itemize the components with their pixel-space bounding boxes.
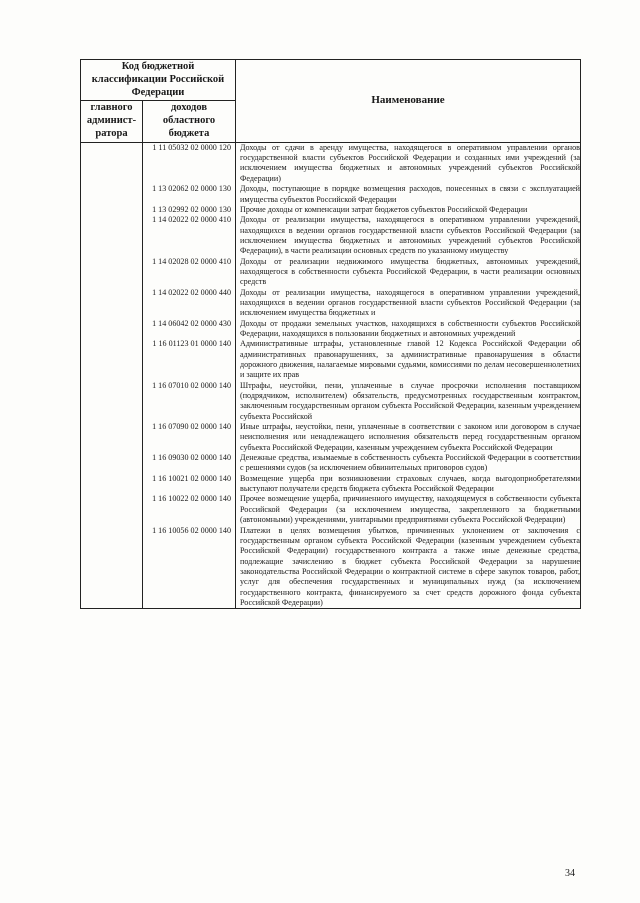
admin-column-header: главного админист-ратора xyxy=(81,101,143,142)
admin-code-cell xyxy=(81,184,143,205)
table-body xyxy=(81,142,581,608)
table-row xyxy=(81,453,581,474)
income-name-cell: Платежи в целях возмещения убытков, причиненных уклонением от заключения с государственным органом субъекта Российской Федерации (казенным учреждением субъекта Российской Федерации) государственного контракта а также иные денежные средства, подлежащие зачислению в бюджет субъекта Российской Федерации за нарушение законодательства Российской Федерации о контрактной системе в сфере закупок товаров, работ, услуг для обеспечения государственных и муниципальных нужд (за исключением государственного контракта, финансируемого за счет средств дорожного фонда субъекта Российской Федерации) xyxy=(236,526,581,609)
name-column-header: Наименование xyxy=(236,60,581,143)
income-code-cell: 1 16 01123 01 0000 140 xyxy=(143,339,236,380)
income-code-cell: 1 13 02992 02 0000 130 xyxy=(143,205,236,215)
table-row xyxy=(81,205,581,215)
income-code-cell: 1 16 10056 02 0000 140 xyxy=(143,526,236,609)
income-column-header: доходов областного бюджета xyxy=(143,101,236,142)
table-row xyxy=(81,142,581,184)
table-row xyxy=(81,494,581,525)
income-name-cell: Доходы от продажи земельных участков, находящихся в собственности субъектов Российской Федерации, находящихся в пользовании бюджетных и автономных учреждений xyxy=(236,319,581,340)
income-name-cell: Доходы от реализации имущества, находящегося в оперативном управлении учреждений, находящихся в ведении органов государственной власти субъектов Российской Федерации (за исключением имущества бюджетных и автономных учреждений субъектов Российской Федерации), в части реализации основных средств по указанному имуществу xyxy=(236,215,581,256)
income-code-cell: 1 14 06042 02 0000 430 xyxy=(143,319,236,340)
admin-code-cell xyxy=(81,205,143,215)
admin-code-cell xyxy=(81,257,143,288)
table-row xyxy=(81,526,581,609)
income-code-cell: 1 11 05032 02 0000 120 xyxy=(143,142,236,184)
admin-code-cell xyxy=(81,319,143,340)
table-row xyxy=(81,474,581,495)
admin-code-cell xyxy=(81,494,143,525)
income-code-cell: 1 13 02062 02 0000 130 xyxy=(143,184,236,205)
admin-code-cell xyxy=(81,422,143,453)
income-name-cell: Прочее возмещение ущерба, причиненного имуществу, находящемуся в собственности субъекта Российской Федерации (за исключением имущества, закрепленного за бюджетными (автономными) учреждениями, унитарными предприятиями субъекта Российской Федерации) xyxy=(236,494,581,525)
income-code-cell: 1 14 02022 02 0000 440 xyxy=(143,288,236,319)
income-code-cell: 1 16 07010 02 0000 140 xyxy=(143,381,236,422)
income-name-cell: Денежные средства, изымаемые в собственность субъекта Российской Федерации в соответствии с решениями судов (за исключением обвинительных приговоров судов) xyxy=(236,453,581,474)
income-name-cell: Штрафы, неустойки, пени, уплаченные в случае просрочки исполнения поставщиком (подрядчиком, исполнителем) обязательств, предусмотренных государственным контрактом, заключенным государственным органом субъекта Российской Федерации, казенным учреждением субъекта Российской xyxy=(236,381,581,422)
table-row xyxy=(81,422,581,453)
table-row xyxy=(81,184,581,205)
income-code-cell: 1 14 02028 02 0000 410 xyxy=(143,257,236,288)
income-name-cell: Иные штрафы, неустойки, пени, уплаченные в соответствии с законом или договором в случае неисполнения или ненадлежащего исполнения обязательств перед государственным органом субъекта Российской Федерации, казенным учреждением субъекта Российской Федерации xyxy=(236,422,581,453)
income-code-cell: 1 16 09030 02 0000 140 xyxy=(143,453,236,474)
budget-classification-table xyxy=(80,59,581,609)
admin-code-cell xyxy=(81,288,143,319)
table-row xyxy=(81,381,581,422)
income-name-cell: Доходы от реализации недвижимого имущества бюджетных, автономных учреждений, находящегося в собственности субъекта Российской Федерации, в части реализации основных средств xyxy=(236,257,581,288)
income-name-cell: Доходы от реализации имущества, находящегося в оперативном управлении учреждений, находящихся в ведении органов государственной власти субъектов Российской Федерации (за исключением имущества бюджетных и xyxy=(236,288,581,319)
income-name-cell: Административные штрафы, установленные главой 12 Кодекса Российской Федерации об административных правонарушениях, за административные правонарушения в области дорожного движения, налагаемые мировыми судьями, комиссиями по делам несовершеннолетних и защите их прав xyxy=(236,339,581,380)
page-number: 34 xyxy=(565,868,575,879)
income-name-cell: Доходы, поступающие в порядке возмещения расходов, понесенных в связи с эксплуатацией имущества субъектов Российской Федерации xyxy=(236,184,581,205)
table-row xyxy=(81,319,581,340)
classification-code-header: Код бюджетной классификации Российской Федерации xyxy=(81,60,236,101)
table-row xyxy=(81,339,581,380)
income-code-cell: 1 16 10021 02 0000 140 xyxy=(143,474,236,495)
income-name-cell: Доходы от сдачи в аренду имущества, находящегося в оперативном управлении органов государственной власти субъектов Российской Федерации и созданных ими учреждений (за исключением имущества бюджетных и автономных учреждений субъектов Российской Федерации) xyxy=(236,142,581,184)
table-row xyxy=(81,257,581,288)
admin-code-cell xyxy=(81,142,143,184)
income-name-cell: Возмещение ущерба при возникновении страховых случаев, когда выгодоприобретателями выступают получатели средств бюджета субъекта Российской Федерации xyxy=(236,474,581,495)
admin-code-cell xyxy=(81,453,143,474)
admin-code-cell xyxy=(81,381,143,422)
admin-code-cell xyxy=(81,526,143,609)
income-code-cell: 1 16 10022 02 0000 140 xyxy=(143,494,236,525)
admin-code-cell xyxy=(81,474,143,495)
income-name-cell: Прочие доходы от компенсации затрат бюджетов субъектов Российской Федерации xyxy=(236,205,581,215)
table-row xyxy=(81,215,581,256)
table-row xyxy=(81,288,581,319)
admin-code-cell xyxy=(81,339,143,380)
admin-code-cell xyxy=(81,215,143,256)
income-code-cell: 1 14 02022 02 0000 410 xyxy=(143,215,236,256)
income-code-cell: 1 16 07090 02 0000 140 xyxy=(143,422,236,453)
